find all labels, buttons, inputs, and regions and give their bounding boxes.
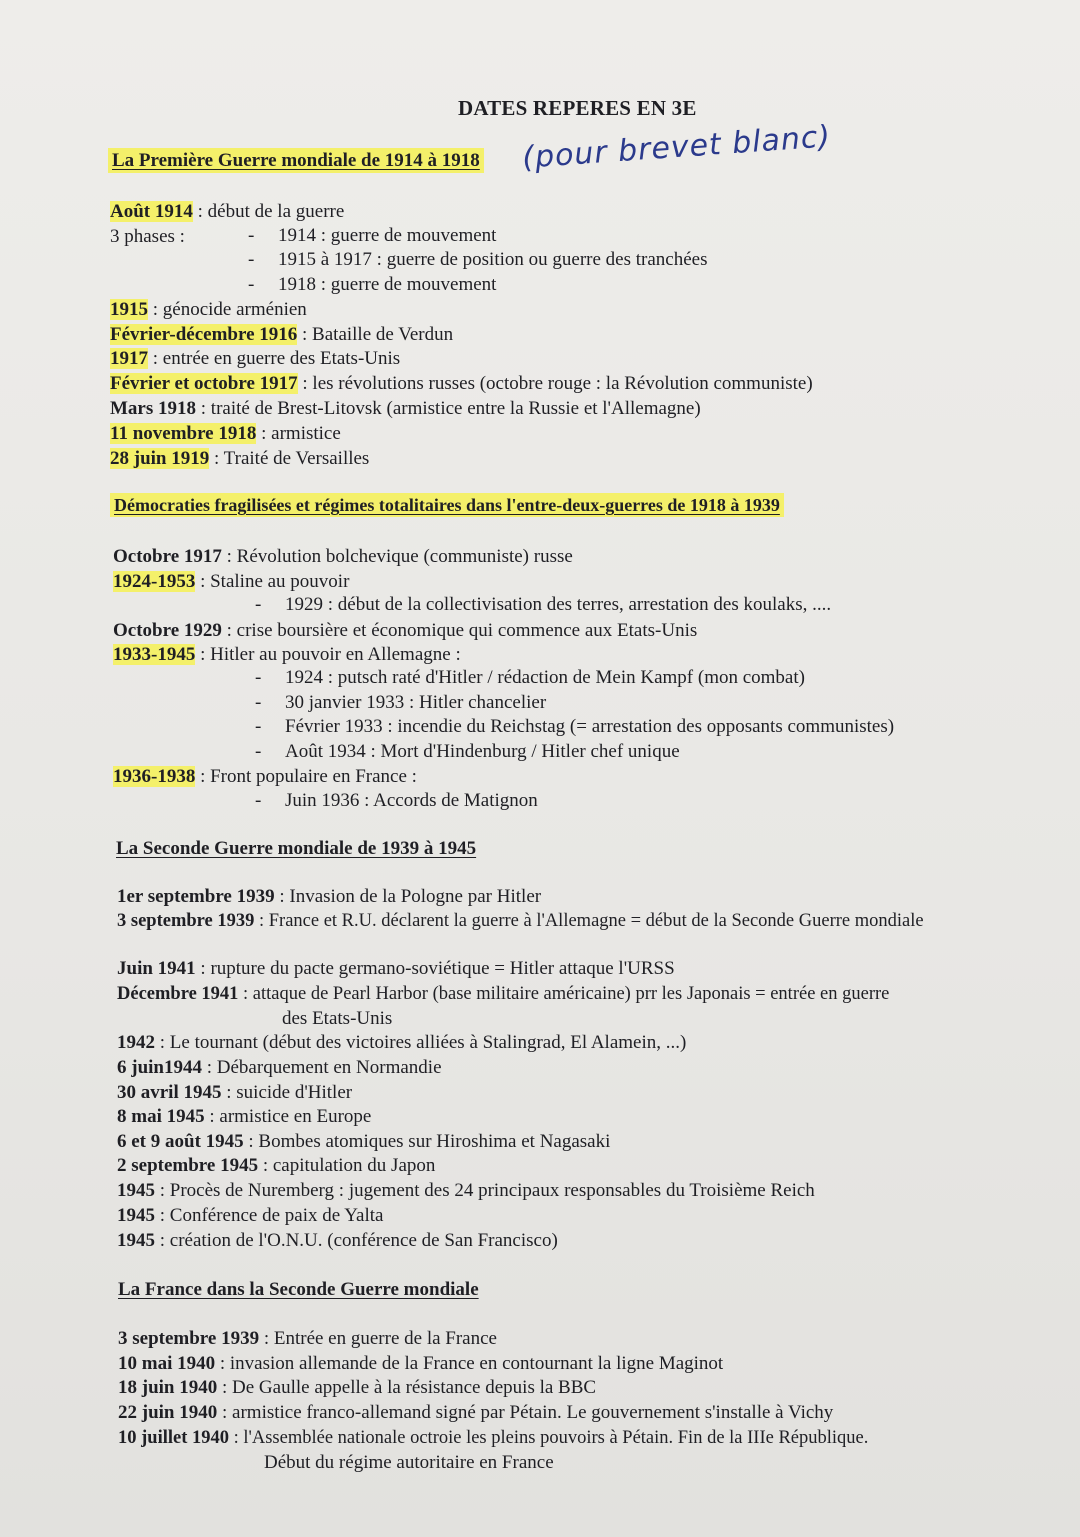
sub-item: - 1914 : guerre de mouvement <box>248 225 497 246</box>
section-heading-ww2: La Seconde Guerre mondiale de 1939 à 1945 <box>116 838 477 859</box>
sub-item: - 1915 à 1917 : guerre de position ou guerre des tranchées <box>248 249 708 270</box>
list-item: 1936-1938 : Front populaire en France : <box>113 766 417 787</box>
sub-item: - 1929 : début de la collectivisation des terres, arrestation des koulaks, .... <box>255 594 832 615</box>
list-item: 10 mai 1940 : invasion allemande de la France en contournant la ligne Maginot <box>118 1353 724 1374</box>
list-item-continuation: des Etats-Unis <box>282 1008 393 1029</box>
sub-item: - Février 1933 : incendie du Reichstag (= arrestation des opposants communistes) <box>255 716 895 737</box>
list-item: 1945 : création de l'O.N.U. (conférence de San Francisco) <box>117 1230 558 1251</box>
list-item: 18 juin 1940 : De Gaulle appelle à la résistance depuis la BBC <box>118 1377 597 1398</box>
sub-item: - Juin 1936 : Accords de Matignon <box>255 790 538 811</box>
list-item-continuation: Début du régime autoritaire en France <box>264 1452 554 1473</box>
list-item: Juin 1941 : rupture du pacte germano-soviétique = Hitler attaque l'URSS <box>117 958 675 979</box>
list-item: 1945 : Conférence de paix de Yalta <box>117 1205 384 1226</box>
sub-item: - 1924 : putsch raté d'Hitler / rédaction de Mein Kampf (mon combat) <box>255 667 805 688</box>
list-item: 3 septembre 1939 : France et R.U. déclarent la guerre à l'Allemagne = début de la Seconde Guerre mondiale <box>117 911 924 931</box>
list-item: Octobre 1929 : crise boursière et économique qui commence aux Etats-Unis <box>113 620 698 641</box>
list-item: 30 avril 1945 : suicide d'Hitler <box>117 1082 353 1103</box>
list-item: Février et octobre 1917 : les révolutions russes (octobre rouge : la Révolution communiste) <box>110 373 813 394</box>
list-item: 6 et 9 août 1945 : Bombes atomiques sur Hiroshima et Nagasaki <box>117 1131 611 1152</box>
list-item: 1933-1945 : Hitler au pouvoir en Allemagne : <box>113 644 461 665</box>
list-item: Août 1914 : début de la guerre <box>110 201 345 222</box>
list-item: 1915 : génocide arménien <box>110 299 307 320</box>
list-item: 1942 : Le tournant (début des victoires alliées à Stalingrad, El Alamein, ...) <box>117 1032 687 1053</box>
sub-item: - Août 1934 : Mort d'Hindenburg / Hitler chef unique <box>255 741 680 762</box>
sub-item: - 30 janvier 1933 : Hitler chancelier <box>255 692 547 713</box>
list-item: Février-décembre 1916 : Bataille de Verdun <box>110 324 454 345</box>
list-item: 6 juin1944 : Débarquement en Normandie <box>117 1057 442 1078</box>
section-heading-interwar: Démocraties fragilisées et régimes totalitaires dans l'entre-deux-guerres de 1918 à 1939 <box>110 495 784 516</box>
list-item: 1924-1953 : Staline au pouvoir <box>113 571 350 592</box>
list-item: 1917 : entrée en guerre des Etats-Unis <box>110 348 401 369</box>
list-item: 28 juin 1919 : Traité de Versailles <box>110 448 370 469</box>
list-item: Octobre 1917 : Révolution bolchevique (communiste) russe <box>113 546 573 567</box>
list-item: 8 mai 1945 : armistice en Europe <box>117 1106 372 1127</box>
sub-item: - 1918 : guerre de mouvement <box>248 274 497 295</box>
section-heading-ww1: La Première Guerre mondiale de 1914 à 1918 <box>108 150 484 172</box>
list-item: Mars 1918 : traité de Brest-Litovsk (armistice entre la Russie et l'Allemagne) <box>110 398 701 419</box>
list-item: Décembre 1941 : attaque de Pearl Harbor (base militaire américaine) prr les Japonais = entrée en guerre <box>117 984 890 1004</box>
list-item: 1er septembre 1939 : Invasion de la Pologne par Hitler <box>117 886 542 907</box>
list-item: 3 septembre 1939 : Entrée en guerre de la France <box>118 1328 497 1349</box>
list-item: 10 juillet 1940 : l'Assemblée nationale octroie les pleins pouvoirs à Pétain. Fin de la IIIe République. <box>118 1428 869 1448</box>
page-title: DATES REPERES EN 3E <box>458 96 697 120</box>
list-item: 1945 : Procès de Nuremberg : jugement des 24 principaux responsables du Troisième Reich <box>117 1180 815 1201</box>
list-item: 2 septembre 1945 : capitulation du Japon <box>117 1155 436 1176</box>
handwritten-note: (pour brevet blanc) <box>521 119 833 176</box>
section-heading-france-ww2: La France dans la Seconde Guerre mondiale <box>118 1279 479 1300</box>
list-item: 3 phases : <box>110 226 185 247</box>
list-item: 22 juin 1940 : armistice franco-allemand signé par Pétain. Le gouvernement s'installe à Vichy <box>118 1402 834 1423</box>
list-item: 11 novembre 1918 : armistice <box>110 423 341 444</box>
